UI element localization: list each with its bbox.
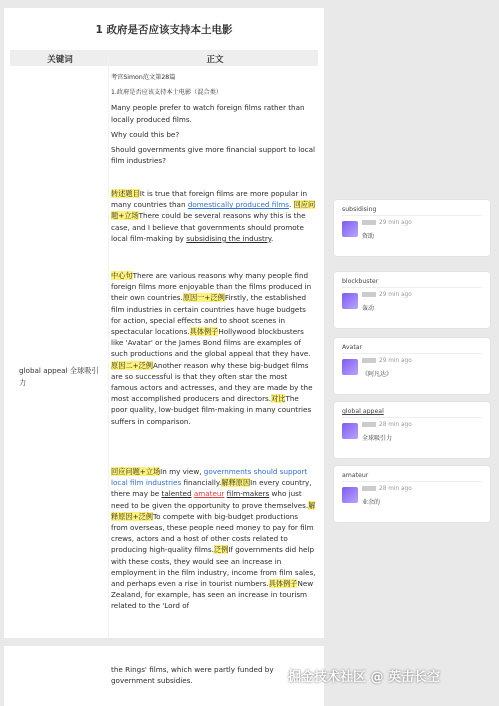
- text-run: who just need to be given the opportunity to prove themselves.: [111, 489, 309, 510]
- column-divider: [108, 50, 109, 638]
- intro-source: 考官Simon范文第28篇: [111, 74, 176, 81]
- tag: 具体例子: [268, 579, 298, 589]
- header-keyword: 关键词: [47, 55, 73, 65]
- avatar: [342, 423, 358, 439]
- text-run: There could be several reasons why this is the case, and I believe that governments should promote local film-making by: [111, 211, 306, 243]
- comment-meta: 29 min ago: [362, 358, 412, 364]
- comment-meta: 28 min ago: [362, 486, 412, 492]
- text-run: There are various reasons why many people find foreign films more enjoyable than the films produced in their own countries.: [111, 271, 312, 303]
- comment-card[interactable]: [334, 466, 490, 522]
- commented-phrase[interactable]: film-makers: [226, 489, 270, 499]
- comment-meta: 29 min ago: [362, 220, 412, 226]
- tag: 回应问题+立场: [111, 200, 316, 221]
- comment-note: 全球吸引力: [362, 435, 393, 442]
- comment-title: blockbuster: [342, 278, 379, 285]
- tag: 具体例子: [189, 327, 219, 337]
- text-run: New Zealand, for example, has seen an increase in tourism related to the 'Lord of: [111, 579, 314, 611]
- comment-card[interactable]: [334, 272, 490, 328]
- divider: [342, 417, 482, 418]
- comment-meta: 29 min ago: [362, 292, 412, 298]
- tag: 原因一+泛例: [182, 293, 225, 303]
- intro-p1: Many people prefer to watch foreign films rather than locally produced films.: [111, 103, 305, 124]
- comment-title: amateur: [342, 472, 369, 479]
- paragraph-2: [111, 270, 316, 427]
- tag: 回应问题+立场: [111, 467, 161, 476]
- paragraph-3: [111, 466, 316, 612]
- intro-topic: 1.政府是否应该支持本土电影（混合类）: [111, 89, 223, 97]
- text-run: .: [271, 233, 274, 243]
- comment-note: 业余的: [362, 499, 381, 506]
- table-header: [10, 50, 318, 66]
- intro-p2: Why could this be?: [111, 129, 180, 139]
- avatar: [342, 359, 358, 375]
- paragraph-1: [111, 188, 316, 244]
- avatar: [342, 221, 358, 237]
- text-run: To compete with big-budget productions from overseas, these people need money to pay for film crews, actors and a host of other costs related to producing high-quality films.: [111, 511, 314, 555]
- avatar: [342, 293, 358, 309]
- text-run: Another reason why these big-budget films are so successful is that they often star the most famous actors and actresses, and they are made by the most accomplished producers and directors.: [111, 360, 313, 404]
- comment-card[interactable]: [334, 200, 490, 256]
- text-run: .: [289, 200, 294, 210]
- text-run: Hollywood blockbusters like 'Avatar' or the James Bond films are examples of such productions and the global appeal that they have.: [111, 327, 311, 359]
- comment-title: Avatar: [342, 344, 363, 351]
- intro-block: [111, 72, 316, 166]
- tag: 转述题目: [111, 189, 140, 198]
- highlighted-link[interactable]: governments should support local film industries: [111, 467, 308, 488]
- avatar: [342, 487, 358, 503]
- text-run: In every country, there may be: [111, 478, 312, 499]
- keyword-cell: global appeal 全球吸引力: [19, 366, 99, 387]
- tag: 泛例: [213, 545, 229, 555]
- comment-meta: 28 min ago: [362, 422, 412, 428]
- divider: [342, 481, 482, 482]
- text-run: The poor quality, low-budget film-making in many countries suffers in comparison.: [111, 394, 312, 426]
- tag: 对比: [271, 394, 286, 404]
- tag: 解释原因+泛例: [111, 500, 316, 521]
- comment-card[interactable]: [334, 402, 490, 458]
- comment-title: subsidising: [342, 206, 377, 213]
- tag: 原因二+泛例: [111, 360, 153, 370]
- comment-note: 资助: [362, 233, 375, 240]
- comments-sidebar: [330, 8, 495, 638]
- page2-text: the Rings' films, which were partly funded by government subsidies.: [111, 665, 274, 686]
- text-run: Firstly, the established film industries in certain countries have huge budgets for action, special effects and to shoot scenes in spectacular locations.: [111, 293, 307, 337]
- comment-card[interactable]: [334, 338, 490, 394]
- comment-title: global appeal: [342, 408, 384, 415]
- tag: 中心句: [111, 271, 133, 280]
- text-run: If governments did help with these costs, they would see an increase in employment in the film industry, income from film sales, and perhaps even a rise in tourist numbers.: [111, 545, 316, 589]
- divider: [342, 287, 482, 288]
- comment-note: 《阿凡达》: [362, 371, 393, 378]
- document-page-2: [4, 646, 324, 706]
- header-body: 正文: [206, 55, 224, 65]
- commented-phrase-amateur[interactable]: amateur: [193, 489, 225, 499]
- page-title: 1 政府是否应该支持本土电影: [95, 24, 233, 36]
- watermark: 掘金技术社区 @ 英击长空: [288, 670, 441, 685]
- text-run: It is true that foreign films are more popular in many countries than: [111, 189, 308, 210]
- intro-p3: Should governments give more financial support to local film industries?: [111, 145, 315, 166]
- highlighted-link[interactable]: domestically produced films: [187, 200, 290, 210]
- divider: [342, 215, 482, 216]
- text-run: financially.: [181, 478, 222, 488]
- document-page: [4, 8, 324, 638]
- divider: [342, 353, 482, 354]
- tag: 解释原因: [221, 478, 251, 488]
- comment-note: 轰动: [362, 305, 375, 312]
- commented-phrase[interactable]: talented: [161, 489, 192, 499]
- commented-phrase[interactable]: subsidising the industry: [186, 233, 272, 243]
- text-run: In my view,: [160, 467, 204, 476]
